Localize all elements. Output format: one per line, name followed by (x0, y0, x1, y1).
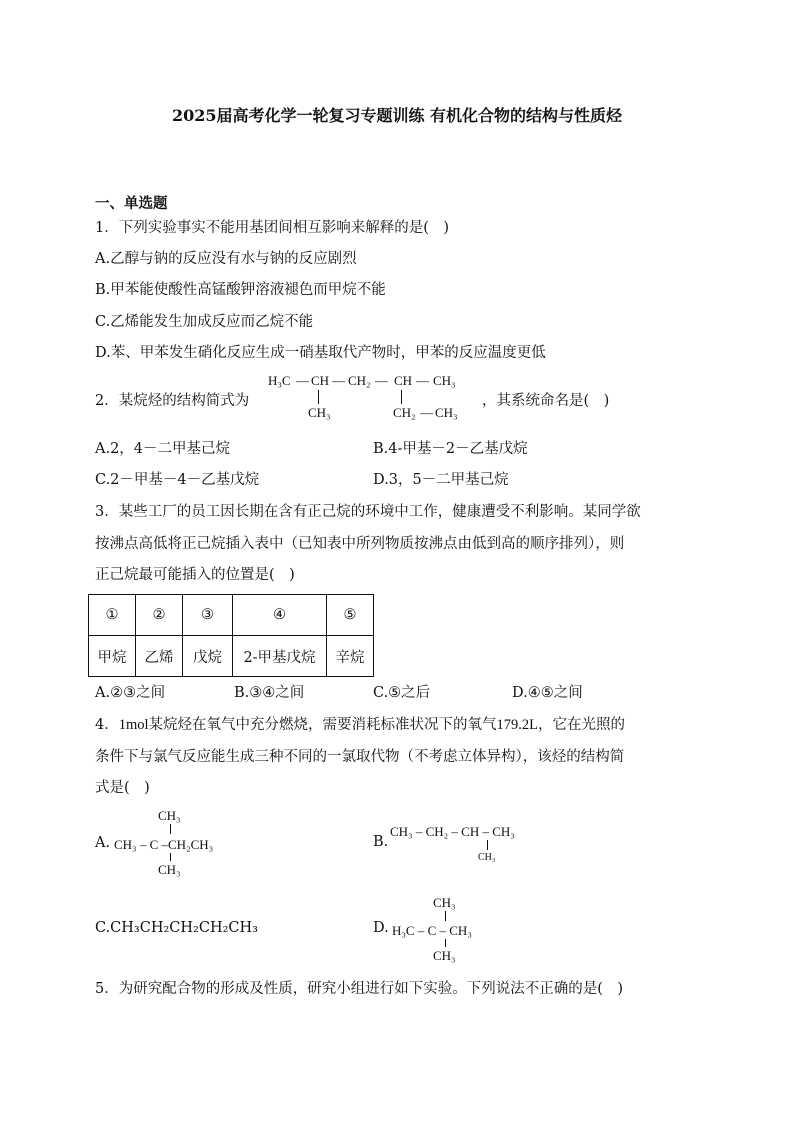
q1-stem: 1．下列实验事实不能用基团间相互影响来解释的是( ) (95, 220, 450, 236)
q2-option-b: B.4-甲基－2－乙基戊烷 (373, 441, 528, 457)
boiling-point-table (88, 594, 374, 677)
q2-option-a: A.2，4－二甲基己烷 (95, 441, 231, 457)
q4-volume: 179.2L (496, 717, 539, 733)
q4-line-2: 条件下与氯气反应能生成三种不同的一氯取代物（不考虑立体异构），该烃的结构简 (95, 749, 625, 765)
q4-d-bottom: CH₃ (433, 948, 456, 963)
table-cell: ① (89, 595, 136, 636)
q2-option-c: C.2－甲基－4－乙基戊烷 (95, 472, 260, 488)
q4-d-bond-bottom (445, 939, 446, 947)
q4-d-main: H₃C – C – CH₃ (392, 923, 472, 938)
q2-stem-end: ，其系统命名是( ) (482, 393, 610, 409)
q4-number: 4． (95, 717, 119, 733)
q4-line-1 (95, 713, 625, 734)
q4-d-bond-top (445, 911, 446, 921)
table-cell: 戊烷 (183, 636, 233, 677)
q1-option-c: C.乙烯能发生加成反应而乙烷不能 (95, 314, 314, 330)
q1-option-a: A.乙醇与钠的反应没有水与钠的反应剧烈 (95, 251, 357, 267)
q3-option-a: A.②③之间 (95, 685, 166, 701)
table-cell: ⑤ (327, 595, 374, 636)
q4-d-top: CH₃ (433, 895, 456, 910)
q2-stem-start: 2．某烷烃的结构简式为 (95, 393, 250, 409)
section-heading: 一、单选题 (95, 196, 168, 212)
q2-ch2: CH₂ (348, 373, 371, 388)
q2-bond-2 (401, 390, 402, 404)
table-cell: ② (136, 595, 183, 636)
table-cell: 甲烷 (89, 636, 136, 677)
q5-stem: 5．为研究配合物的形成及性质，研究小组进行如下实验。下列说法不正确的是( ) (95, 981, 624, 997)
q1-option-d: D.苯、甲苯发生硝化反应生成一硝基取代产物时，甲苯的反应温度更低 (95, 345, 546, 361)
q4-b-label: B. (373, 834, 389, 850)
table-header-row (89, 595, 374, 636)
q4-c-text: C.CH₃CH₂CH₂CH₂CH₃ (95, 920, 258, 936)
table-cell: 乙烯 (136, 636, 183, 677)
q3-option-b: B.③④之间 (234, 685, 305, 701)
q4-a-bond-top (170, 824, 171, 834)
table-cell: 2-甲基戊烷 (233, 636, 327, 677)
q4-b-bond (487, 840, 488, 850)
table-cell: 辛烷 (327, 636, 374, 677)
q3-line-3: 正己烷最可能插入的位置是( ) (95, 567, 295, 583)
table-cell: ③ (183, 595, 233, 636)
q2-sub-2: CH₂ (393, 405, 416, 420)
q4-a-bottom: CH₃ (158, 862, 181, 877)
q3-line-1: 3．某些工厂的员工因长期在含有正己烷的环境中工作，健康遭受不利影响。某同学欲 (95, 504, 641, 520)
q4-a-label: A. (95, 835, 111, 851)
q2-ch-1: CH (311, 373, 330, 388)
q3-option-c: C.⑤之后 (373, 685, 431, 701)
q4-line-3: 式是( ) (95, 780, 150, 796)
table-cell: ④ (233, 595, 327, 636)
q2-sub-1: CH₃ (308, 405, 331, 420)
q2-sub-2-end: CH₃ (435, 405, 458, 420)
q2-ch3-end: CH₃ (433, 373, 456, 388)
q3-line-2: 按沸点高低将正己烷插入表中（已知表中所列物质按沸点由低到高的顺序排列），则 (95, 536, 625, 552)
q4-a-top: CH₃ (158, 808, 181, 823)
q4-b-main: CH₃ – CH₂ – CH – CH₃ (390, 824, 515, 839)
q2-option-d: D.3，5－二甲基己烷 (373, 472, 509, 488)
q1-option-b: B.甲苯能使酸性高锰酸钾溶液褪色而甲烷不能 (95, 282, 386, 298)
q3-option-d: D.④⑤之间 (512, 685, 583, 701)
q2-bond-1 (318, 390, 319, 404)
q4-text-b: ，它在光照的 (538, 717, 626, 733)
q4-mol: 1mol (118, 717, 149, 733)
q4-b-sub: CH₃ (478, 852, 496, 863)
q4-a-main: CH₃ – C –CH₂CH₃ (114, 837, 214, 852)
q4-text-a: 某烷烃在氧气中充分燃烧，需要消耗标准状况下的氧气 (148, 717, 497, 733)
q2-ch-2: CH (394, 373, 413, 388)
q4-a-bond-bottom (170, 853, 171, 861)
table-row (89, 636, 374, 677)
q4-option-c (95, 920, 258, 936)
q2-h3c: H₃C (268, 373, 291, 388)
q4-d-label: D. (373, 920, 389, 936)
page-title: 2025届高考化学一轮复习专题训练 有机化合物的结构与性质烃 (171, 106, 623, 125)
